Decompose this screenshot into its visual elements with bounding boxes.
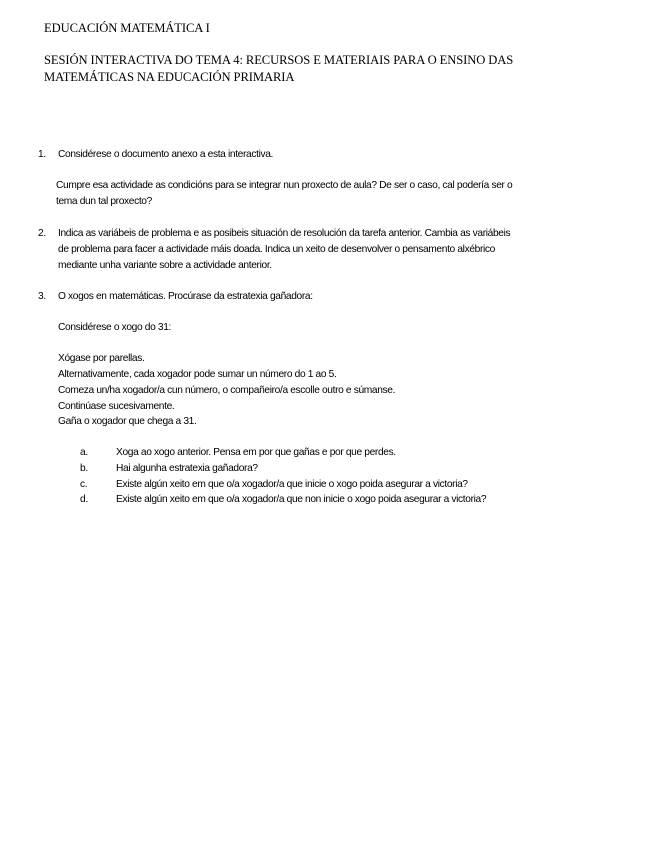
subitem-d-letter: d. xyxy=(80,494,88,505)
subitem-d-text: Existe algún xeito em que o/a xogador/a que non inicie o xogo poida asegurar a victoria? xyxy=(116,494,487,505)
question-1-paragraph-line-2: tema dun tal proxecto? xyxy=(56,196,152,207)
game-rule: Comeza un/ha xogador/a cun número, o compañeiro/a escolle outro e súmanse. xyxy=(58,385,396,396)
game-intro: Considérese o xogo do 31: xyxy=(58,322,172,333)
question-2-line-2: de problema para facer a actividade máis doada. Indica un xeito de desenvolver o pensamento alxébrico xyxy=(58,244,495,255)
question-2-line-3: mediante unha variante sobre a actividade anterior. xyxy=(58,260,272,271)
game-rule: Continúase sucesivamente. xyxy=(58,401,175,412)
game-rule: Gaña o xogador que chega a 31. xyxy=(58,416,197,427)
subitem-c-letter: c. xyxy=(80,479,88,490)
subitem-b-text: Hai algunha estratexia gañadora? xyxy=(116,463,258,474)
question-1-number: 1. xyxy=(38,149,46,160)
question-1-paragraph-line-1: Cumpre esa actividade as condicións para se integrar nun proxecto de aula? De ser o caso, cal podería ser o xyxy=(56,180,513,191)
game-rule: Xógase por parellas. xyxy=(58,353,145,364)
question-2-number: 2. xyxy=(38,228,46,239)
game-rule: Alternativamente, cada xogador pode sumar un número do 1 ao 5. xyxy=(58,369,337,380)
session-title-line-2: MATEMÁTICAS NA EDUCACIÓN PRIMARIA xyxy=(44,70,295,84)
question-3-number: 3. xyxy=(38,291,46,302)
subitem-c-text: Existe algún xeito em que o/a xogador/a que inicie o xogo poida asegurar a victoria? xyxy=(116,479,468,490)
subitem-b-letter: b. xyxy=(80,463,88,474)
subitem-a-text: Xoga ao xogo anterior. Pensa em por que gañas e por que perdes. xyxy=(116,447,396,458)
session-title-line-1: SESIÓN INTERACTIVA DO TEMA 4: RECURSOS E MATERIAIS PARA O ENSINO DAS xyxy=(44,53,514,67)
question-3-text: O xogos en matemáticas. Procúrase da estratexia gañadora: xyxy=(58,291,313,302)
question-2-line-1: Indica as variábeis de problema e as posibeis situación de resolución da tarefa anterior. Cambia as variábeis xyxy=(58,228,511,239)
course-title: EDUCACIÓN MATEMÁTICA I xyxy=(44,21,210,35)
subitem-a-letter: a. xyxy=(80,447,88,458)
question-1-text: Considérese o documento anexo a esta interactiva. xyxy=(58,149,274,160)
